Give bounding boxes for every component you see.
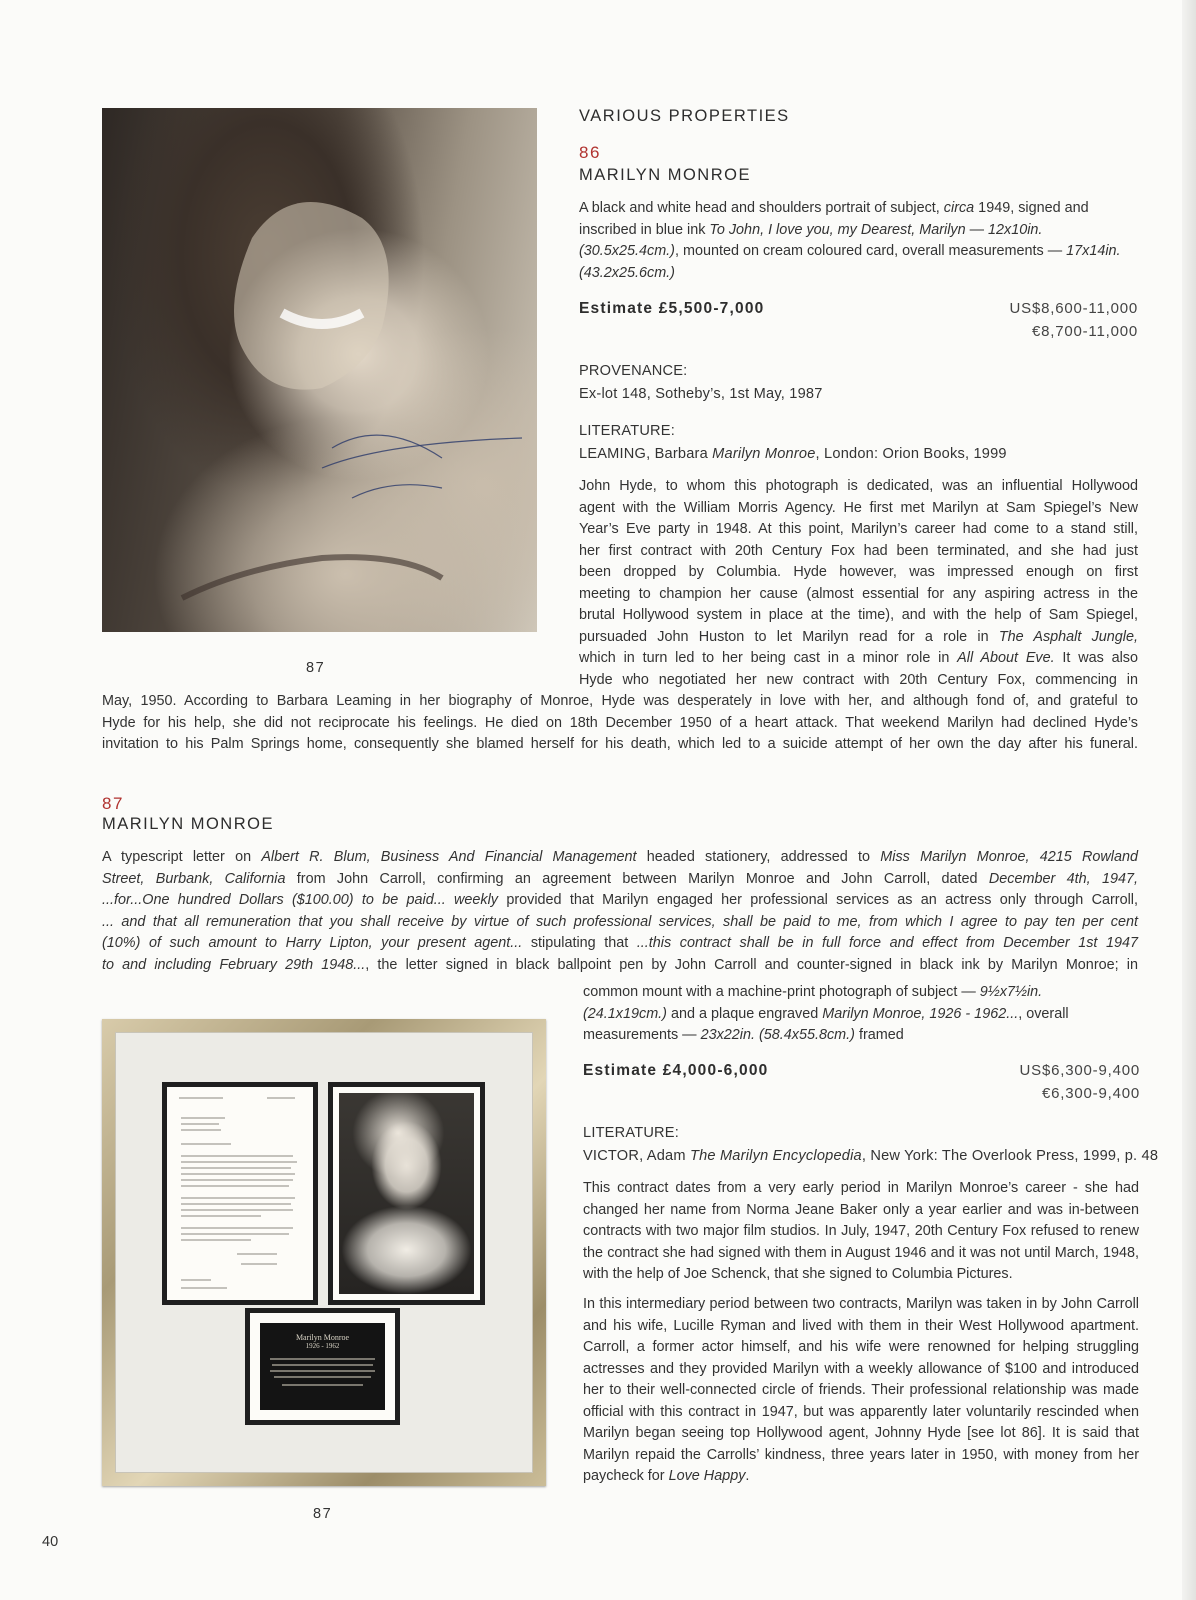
lot-title-87: MARILYN MONROE bbox=[102, 815, 274, 833]
lot-description-87: A typescript letter on Albert R. Blum, Business And Financial Management headed stationery, addressed to Miss Marilyn Monroe, 4215 Rowland Street, Burbank, California from John Carroll, confirming an agreement between Marilyn Monroe and John Carroll, dated December 4th, 1947, ...for...One hundred Dollars ($100.00) to be paid... weekly provided that Marilyn engaged her professional services as an actress only through Carroll, ... and that all remuneration that you shall receive by virtue of such professional services, shall be paid to me, from which I agree to pay ten per cent (10%) of such amount to Harry Lipton, your present agent... stipulating that ...this contract shall be in full force and effect from December 1st 1947 to and including February 29th 1948..., the letter signed in black ballpoint pen by John Carroll and counter-signed in black ink by Marilyn Monroe; in bbox=[102, 849, 1138, 973]
estimate-gbp-87: Estimate £4,000-6,000 bbox=[583, 1062, 769, 1079]
literature-heading-86: LITERATURE: bbox=[579, 423, 675, 439]
page-number: 40 bbox=[42, 1534, 59, 1550]
provenance-86: Ex-lot 148, Sotheby’s, 1st May, 1987 bbox=[579, 386, 823, 402]
photo-caption-86: 87 bbox=[306, 660, 326, 676]
lot-essay-87-para2: In this intermediary period between two contracts, Marilyn was taken in by John Carroll and his wife, Lucille Ryman and lived with them in their West Hollywood apartment. Carroll, a former actor himself, and his wife were renowned for helping struggling actresses and they provided Marilyn with a weekly allowance of $100 and introduced her to their well-connected circle of friends. Their professional relationship was made official with this contract in 1947, but was apparently later voluntarily rescinded when Marilyn began seeing top Hollywood agent, Johnny Hyde [see lot 86]. It is said that Marilyn repaid the Carrolls’ kindness, three years later in 1950, with money from her paycheck for Love Happy. bbox=[583, 1296, 1139, 1484]
page-edge bbox=[1182, 0, 1196, 1600]
lot-title-86: MARILYN MONROE bbox=[579, 166, 751, 184]
lot-essay-86: John Hyde, to whom this photograph is dedicated, was an influential Hollywood agent with the William Morris Agency. He first met Marilyn at Sam Spiegel’s New Year’s Eve party in 1948. At this point, Marilyn’s career had come to a stand still, her first contract with 20th Century Fox had been terminated, and she had just been dropped by Columbia. Hyde however, was impressed enough on first meeting to champion her cause (almost essential for any aspiring actress in the brutal Hollywood system in place at the time), and with the help of Sam Spiegel, pursuaded John Huston to let Marilyn read for a role in The Asphalt Jungle, which in turn led to her being cast in a minor role in All About Eve. It was also Hyde who negotiated her new contract with 20th Century Fox, commencing in bbox=[579, 478, 1139, 688]
framed-plaque bbox=[245, 1308, 400, 1425]
estimate-usd-86: US$8,600-11,000 bbox=[1009, 300, 1138, 317]
photo-caption-87: 87 bbox=[313, 1506, 333, 1522]
estimate-eur-87: €6,300-9,400 bbox=[1041, 1085, 1140, 1102]
portrait-inscription bbox=[102, 108, 537, 632]
lot-number-86: 86 bbox=[579, 143, 601, 162]
lot-essay-86-full-width: May, 1950. According to Barbara Leaming in her biography of Monroe, Hyde was desperately in love with her, and although fond of, and grateful to Hyde for his help, she did not reciprocate his feelings. He died on 18th December 1950 of a heart attack. That weekend Marilyn had declined Hyde’s invitation to his Palm Springs home, consequently she blamed herself for his death, which led to a suicide attempt of her own the day after his funeral. bbox=[102, 693, 1138, 752]
plaque-engraving bbox=[260, 1323, 385, 1410]
provenance-heading-86: PROVENANCE: bbox=[579, 363, 688, 379]
estimate-conversions-87 bbox=[900, 1059, 1140, 1105]
framed-letter bbox=[162, 1082, 318, 1305]
literature-heading-87: LITERATURE: bbox=[583, 1125, 679, 1141]
marilyn-portrait-photo bbox=[102, 108, 537, 632]
estimate-conversions-86 bbox=[900, 297, 1138, 343]
framed-photograph bbox=[328, 1082, 485, 1305]
lot-description-87-cont: common mount with a machine-print photograph of subject — 9½x7½in. (24.1x19cm.) and a plaque engraved Marilyn Monroe, 1926 - 1962..., overall measurements — 23x22in. (58.4x55.8cm.) framed bbox=[583, 984, 1069, 1043]
estimate-gbp-86: Estimate £5,500-7,000 bbox=[579, 300, 765, 317]
literature-86: LEAMING, Barbara Marilyn Monroe, London: Orion Books, 1999 bbox=[579, 446, 1007, 462]
plaque-title: Marilyn Monroe bbox=[295, 1333, 350, 1342]
estimate-usd-87: US$6,300-9,400 bbox=[1019, 1062, 1140, 1079]
plaque-dates: 1926 - 1962 bbox=[305, 1342, 340, 1350]
section-heading: VARIOUS PROPERTIES bbox=[579, 107, 790, 125]
framed-display bbox=[102, 1019, 546, 1486]
lot-essay-87-para1: This contract dates from a very early period in Marilyn Monroe’s career - she had changed her name from Norma Jeane Baker only a year earlier and was in-between contracts with two major film studios. In July, 1947, 20th Century Fox refused to renew the contract she had signed with them in August 1946 and it was not until March, 1948, with the help of Joe Schenck, that she signed to Columbia Pictures. bbox=[583, 1180, 1139, 1282]
estimate-eur-86: €8,700-11,000 bbox=[1031, 323, 1138, 340]
lot-description-86: A black and white head and shoulders portrait of subject, circa 1949, signed and inscribed in blue ink To John, I love you, my Dearest, Marilyn — 12x10in. (30.5x25.4cm.), mounted on cream coloured card, overall measurements — 17x14in. (43.2x25.6cm.) bbox=[579, 200, 1121, 281]
literature-87: VICTOR, Adam The Marilyn Encyclopedia, New York: The Overlook Press, 1999, p. 48 bbox=[583, 1148, 1159, 1164]
lot-number-87: 87 bbox=[102, 794, 124, 813]
